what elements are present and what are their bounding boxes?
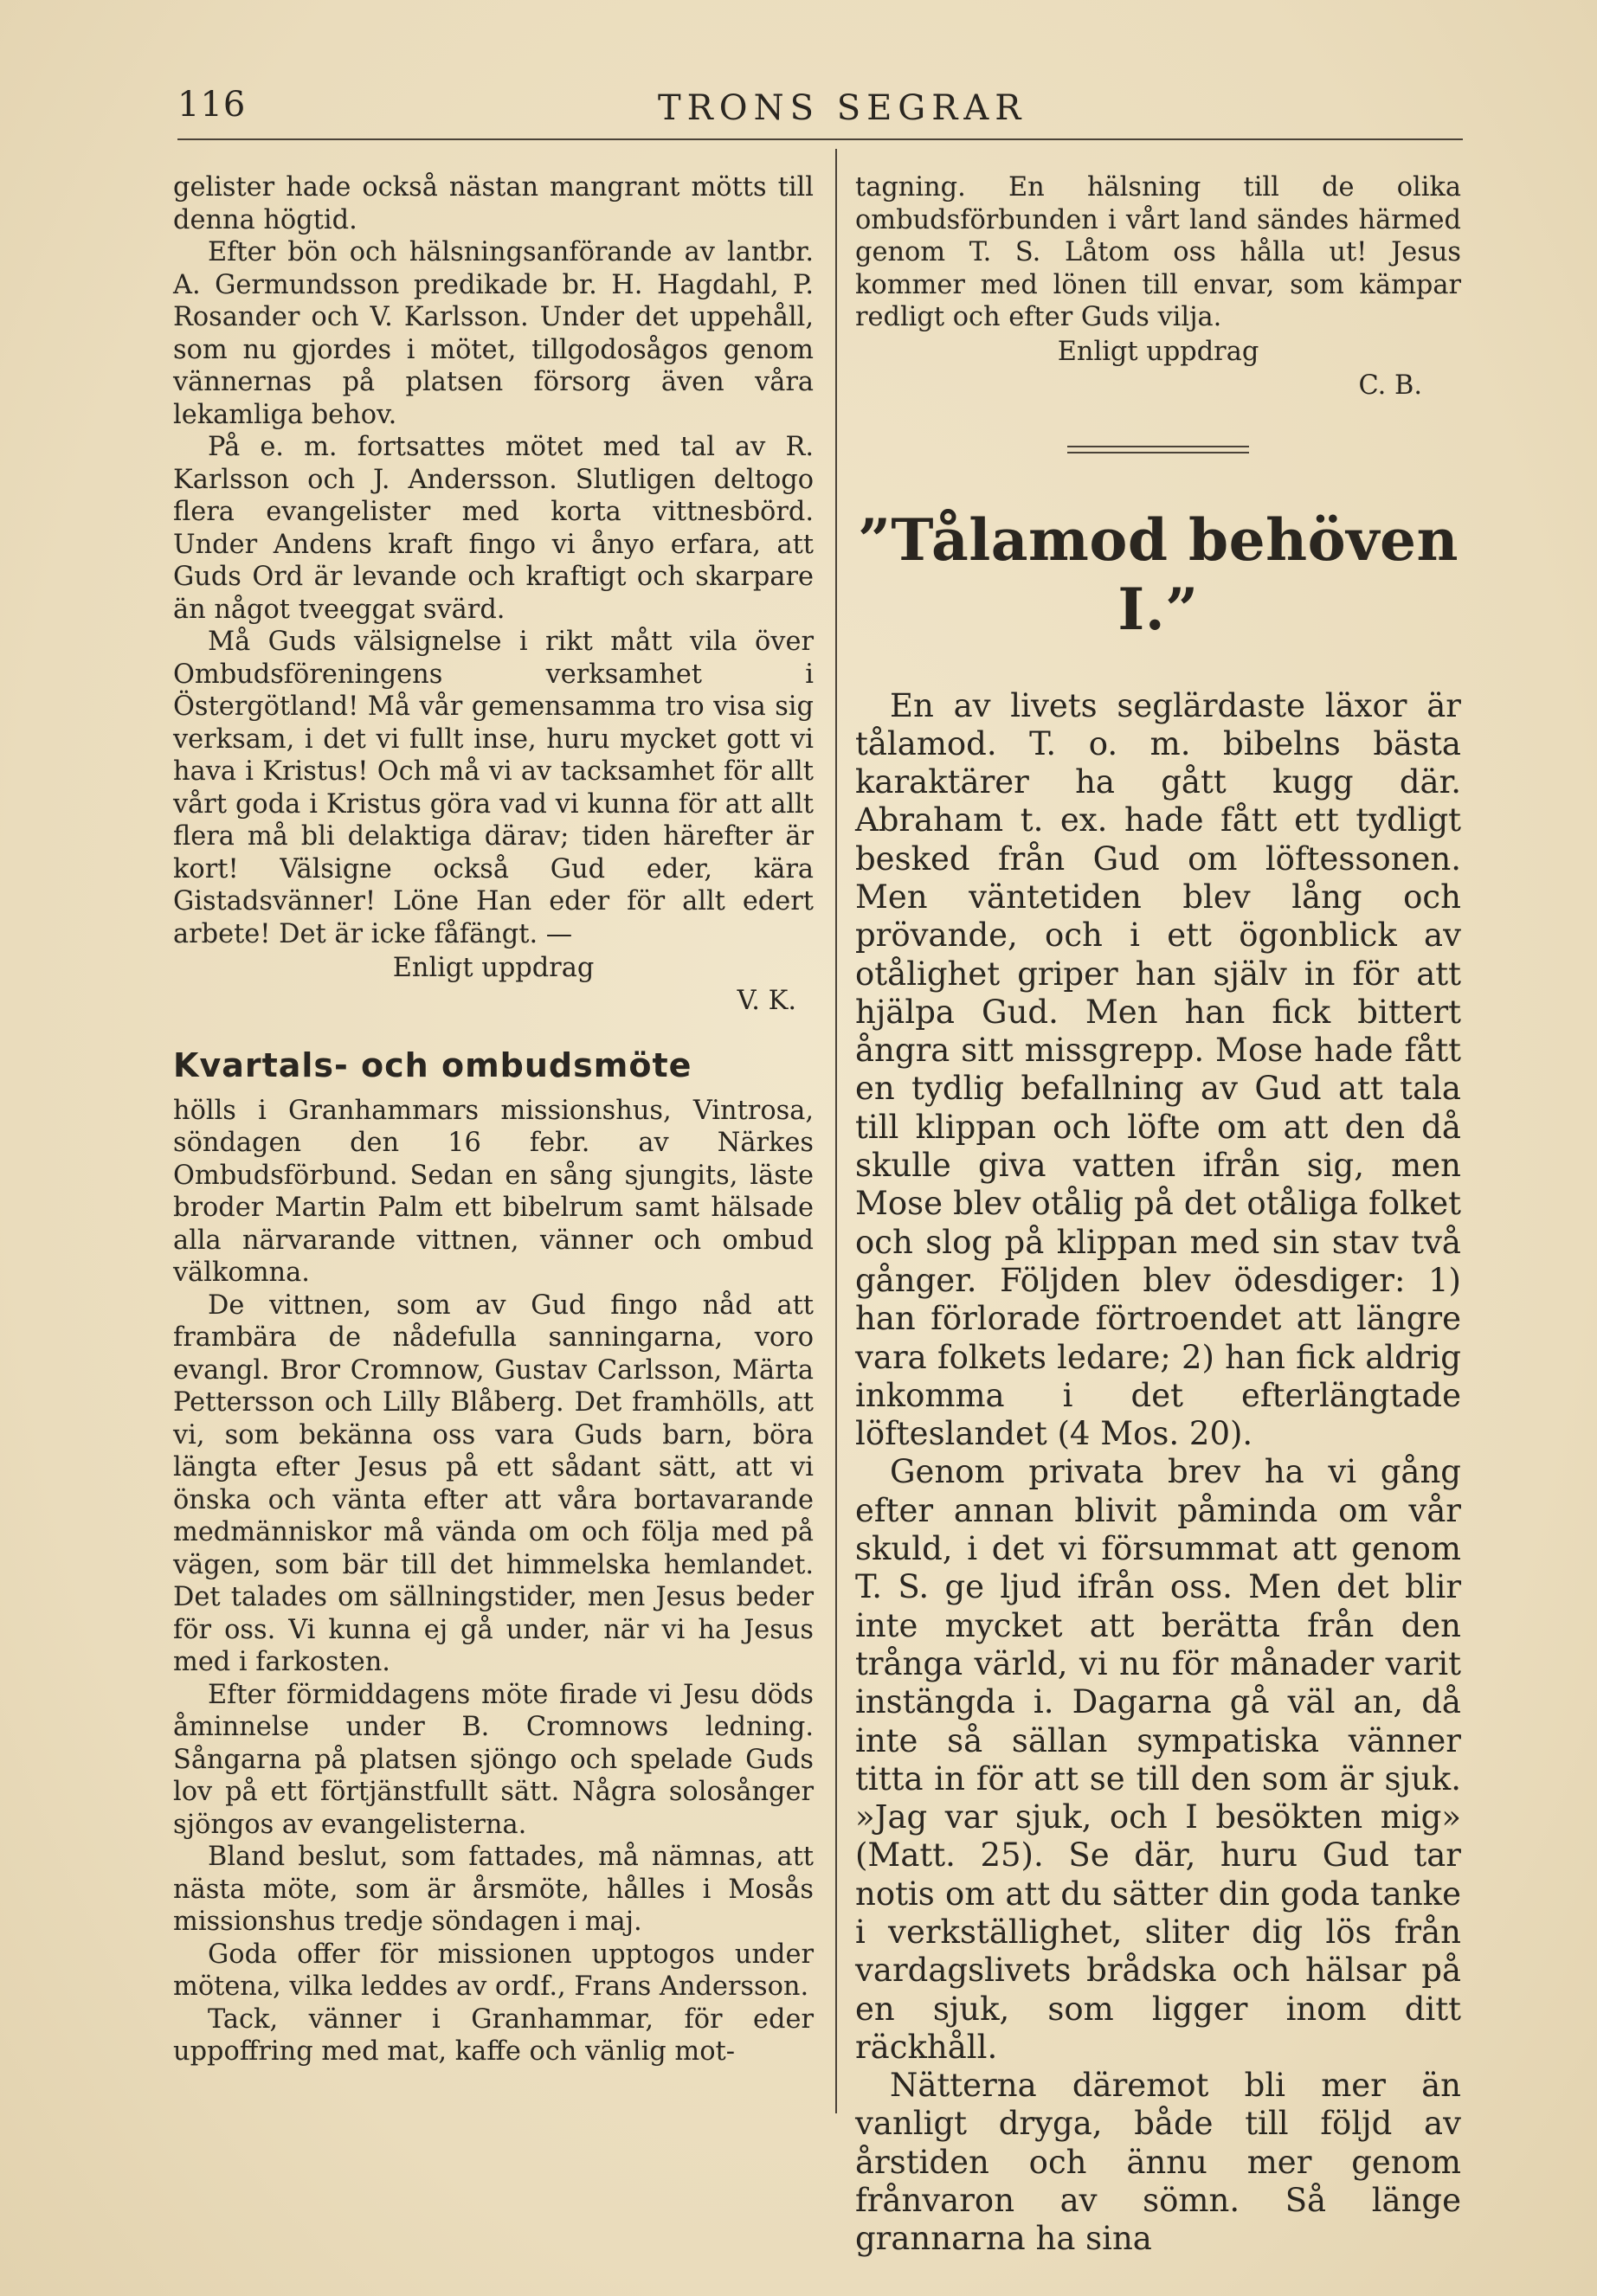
paragraph: Genom privata brev ha vi gång efter annan blivit påminda om vår skuld, i det vi försummat att genom T. S. ge ljud ifrån oss. Men det blir inte mycket att berätta från den trånga värld, vi nu för månader varit instängda i. Dagarna gå väl an, då inte så sällan sympatiska vänner titta in för att se till den som är sjuk. »Jag var sjuk, och I besökten mig» (Matt. 25). Se där, huru Gud tar notis om att du sätter din goda tanke i verkställighet, sliter dig lös från vardagslivets brådska och hälsar på en sjuk, som ligger inom ditt räckhåll. [855,1453,1461,2066]
right-column [855,171,1461,2259]
signature: V. K. [737,985,796,1016]
paragraph: En av livets seglärdaste läxor är tålamod. T. o. m. bibelns bästa karaktärer ha gått kugg där. Abraham t. ex. hade fått ett tydligt besked från Gud om löftessonen. Men väntetiden blev lång och prövande, och i ett ögonblick av otålighet griper han själv in för att hjälpa Gud. Men han fick bittert ångra sitt missgrepp. Mose hade fått en tydlig befallning av Gud att tala till klippan och löfte om att den då skulle giva vatten ifrån sig, men Mose blev otålig på det otåliga folket och slog på klippan med sin stav två gånger. Följden blev ödesdiger: 1) han förlorade förtroendet att längre vara folkets ledare; 2) han fick aldrig inkomma i det efterlängtade löfteslandet (4 Mos. 20). [855,686,1461,1453]
page-number: 116 [177,85,247,125]
paragraph: Tack, vänner i Granhammar, för eder uppoffring med mat, kaffe och vänlig mot- [173,2003,814,2067]
paragraph: tagning. En hälsning till de olika ombudsförbunden i vårt land sändes härmed genom T. S. Låtom oss hålla ut! Jesus kommer med lönen till envar, som kämpar redligt och efter Guds vilja. [855,172,1461,332]
paragraph: De vittnen, som av Gud fingo nåd att frambära de nådefulla sanningarna, voro evangl. Bror Cromnow, Gustav Carlsson, Märta Pettersson och Lilly Blåberg. Det framhölls, att vi, som bekänna oss vara Guds barn, böra längta efter Jesus på ett sådant sätt, att vi önska och vänta efter att våra bortavarande medmänniskor må vända om och följa med på vägen, som bär till det himmelska hemlandet. Det talades om sällningstider, men Jesus beder för oss. Vi kunna ej gå under, när vi ha Jesus med i farkosten. [173,1289,814,1677]
running-title: TRONS SEGRAR [658,88,1027,128]
paragraph: Efter bön och hälsningsanförande av lantbr. A. Germundsson predikade br. H. Hagdahl, P. Rosander och V. Karlsson. Under det uppehåll, som nu gjordes i mötet, tillgodosågos genom vännernas på platsen försorg även våra lekamliga behov. [173,237,814,430]
section-heading: Kvartals- och ombudsmöte [173,1046,692,1084]
signature: C. B. [1358,370,1422,401]
header-rule [177,138,1463,140]
signature-note: Enligt uppdrag [392,953,595,983]
paragraph: Må Guds välsignelse i rikt mått vila över Ombudsföreningens verksamhet i Östergötland! Må vår gemensamma tro visa sig verksam, i det vi fullt inse, huru mycket gott vi hava i Kristus! Och må vi av tacksamhet för allt vårt goda i Kristus göra vad vi kunna för att allt flera må bli delaktiga därav; tiden härefter är kort! Välsigne också Gud eder, kära Gistadsvänner! Löne Han eder för allt edert arbete! Det är icke fåfängt. — [173,627,814,949]
paragraph: Goda offer för missionen upptogos under mötena, vilka leddes av ordf., Frans Andersson. [173,1939,814,2002]
left-column [173,171,814,2068]
paragraph: Bland beslut, som fattades, må nämnas, att nästa möte, som är årsmöte, hålles i Mosås missionshus tredje söndagen i maj. [173,1842,814,1937]
paragraph: På e. m. fortsattes mötet med tal av R. Karlsson och J. Andersson. Slutligen deltogo flera evangelister med korta vittnesbörd. Under Andens kraft fingo vi ånyo erfara, att Guds Ord är levande och kraftigt och skarpare än något tveeggat svärd. [173,432,814,625]
section-separator [1067,446,1249,453]
paragraph: Efter förmiddagens möte firade vi Jesu döds åminnelse under B. Cromnows ledning. Sångarna på platsen sjöngo och spelade Guds lov på ett förtjänstfullt sätt. Några solosånger sjöngos av evangelisterna. [173,1679,814,1840]
article-title: ”Tålamod behöven I.” [857,505,1459,643]
paragraph: gelister hade också nästan mangrant mötts till denna högtid. [173,172,814,235]
signature-note: Enligt uppdrag [1057,336,1259,367]
column-divider [835,149,837,2113]
paragraph: hölls i Granhammars missionshus, Vintrosa, söndagen den 16 febr. av Närkes Ombudsförbund. Sedan en sång sjungits, läste broder Martin Palm ett bibelrum samt hälsade alla närvarande vittnen, vänner och ombud välkomna. [173,1095,814,1288]
paragraph: Nätterna däremot bli mer än vanligt dryga, både till följd av årstiden och ännu mer genom frånvaron av sömn. Så länge grannarna ha sina [855,2067,1461,2258]
